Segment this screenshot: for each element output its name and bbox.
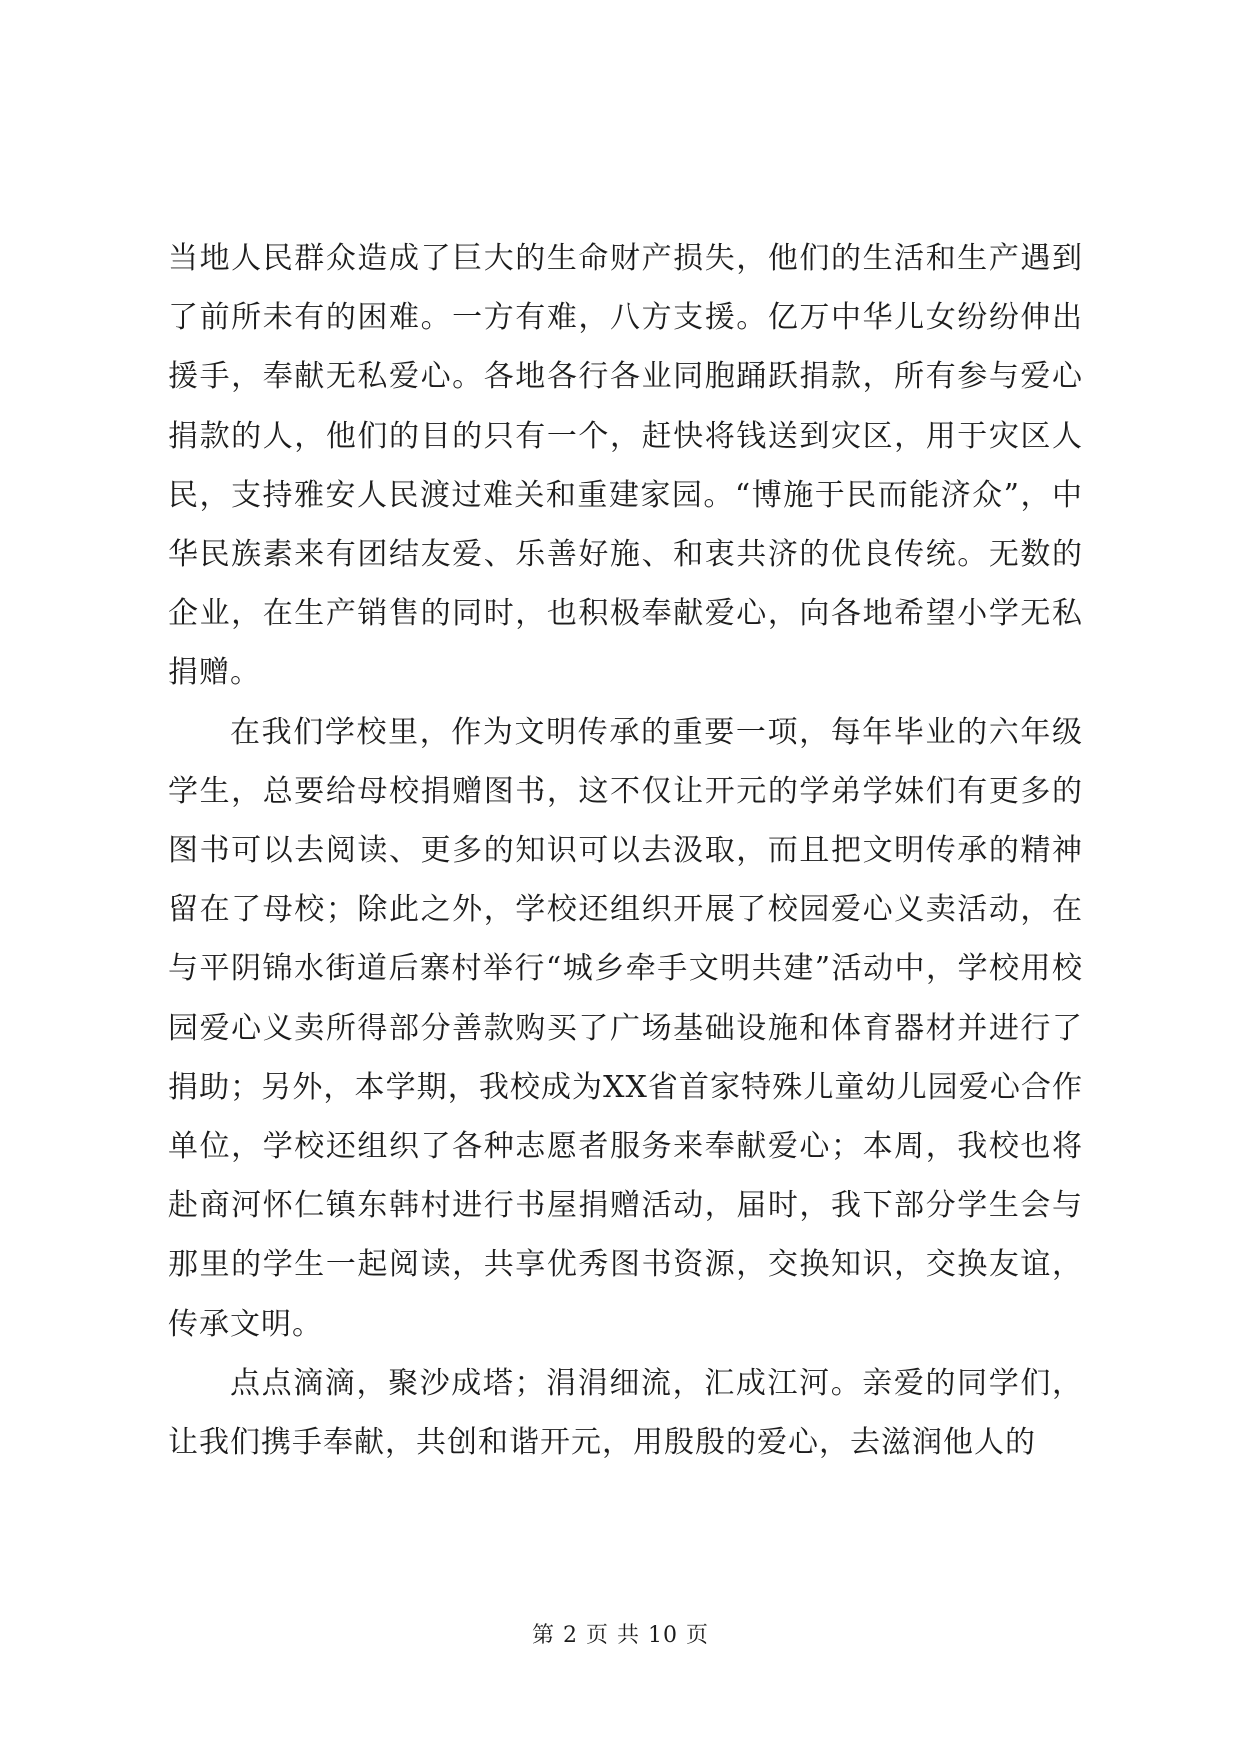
body-text	[168, 229, 1083, 1472]
page-footer	[0, 1618, 1241, 1649]
paragraph-3: 点点滴滴，聚沙成塔；涓涓细流，汇成江河。亲爱的同学们，让我们携手奉献，共创和谐开元，用殷殷的爱心，去滋润他人的	[168, 1365, 1083, 1461]
paragraph-1: 当地人民群众造成了巨大的生命财产损失，他们的生活和生产遇到了前所未有的困难。一方有难，八方支援。亿万中华儿女纷纷伸出援手，奉献无私爱心。各地各行各业同胞踊跃捐款，所有参与爱心捐款的人，他们的目的只有一个，赶快将钱送到灾区，用于灾区人民，支持雅安人民渡过难关和重建家园。“博施于民而能济众”，中华民族素来有团结友爱、乐善好施、和衷共济的优良传统。无数的企业，在生产销售的同时，也积极奉献爱心，向各地希望小学无私捐赠。	[168, 241, 1083, 691]
page-number: 第 2 页 共 10 页	[532, 1623, 709, 1648]
paragraph-2: 在我们学校里，作为文明传承的重要一项，每年毕业的六年级学生，总要给母校捐赠图书，这不仅让开元的学弟学妹们有更多的图书可以去阅读、更多的知识可以去汲取，而且把文明传承的精神留在了母校；除此之外，学校还组织开展了校园爱心义卖活动，在与平阴锦水街道后寨村举行“城乡牵手文明共建”活动中，学校用校园爱心义卖所得部分善款购买了广场基础设施和体育器材并进行了捐助；另外，本学期，我校成为XX省首家特殊儿童幼儿园爱心合作单位，学校还组织了各种志愿者服务来奉献爱心；本周，我校也将赴商河怀仁镇东韩村进行书屋捐赠活动，届时，我下部分学生会与那里的学生一起阅读，共享优秀图书资源，交换知识，交换友谊，传承文明。	[168, 714, 1083, 1342]
